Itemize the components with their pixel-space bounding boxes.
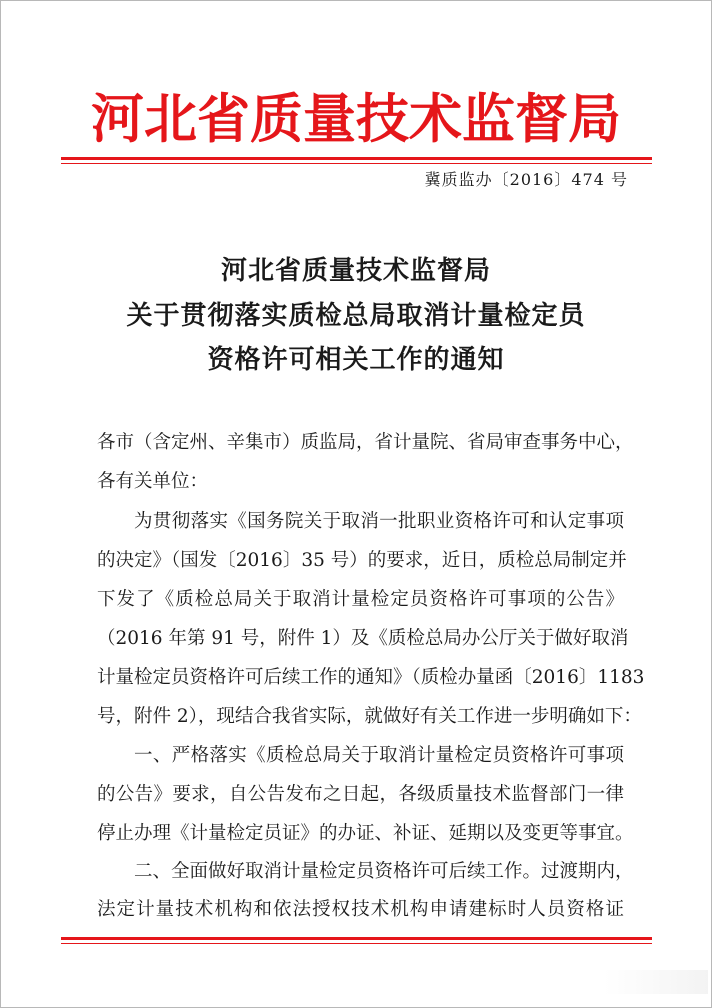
- paragraph-2-line-1: 一、严格落实《质检总局关于取消计量检定员资格许可事项: [134, 745, 624, 766]
- paragraph-1-line-6: 号，附件 2），现结合我省实际，就做好有关工作进一步明确如下：: [97, 706, 642, 727]
- footer-red-rule-thin: [61, 943, 652, 944]
- agency-masthead: 河北省质量技术监督局: [91, 88, 621, 150]
- paragraph-1-line-1: 为贯彻落实《国务院关于取消一批职业资格许可和认定事项: [134, 511, 624, 532]
- document-number: 冀质监办〔2016〕474 号: [424, 170, 628, 189]
- masthead-red-rule-thin: [61, 163, 652, 164]
- paragraph-1-line-5: 计量检定员资格许可后续工作的通知》（质检办量函〔2016〕1183: [97, 667, 645, 688]
- paragraph-3-line-2: 法定计量技术机构和依法授权技术机构申请建标时人员资格证: [97, 899, 624, 920]
- paragraph-1-line-2: 的决定》（国发〔2016〕35 号）的要求，近日，质检总局制定并: [97, 550, 627, 571]
- addressee-line-1: 各市（含定州、辛集市）质监局，省计量院、省局审查事务中心，: [97, 432, 634, 453]
- paragraph-1-line-3: 下发了《质检总局关于取消计量检定员资格许可事项的公告》: [97, 589, 624, 610]
- footer-red-rule-thick: [61, 937, 652, 940]
- paragraph-2-line-2: 的公告》要求，自公告发布之日起，各级质量技术监督部门一律: [97, 784, 624, 805]
- watermark-smudge: [604, 970, 708, 994]
- paragraph-2-line-3: 停止办理《计量检定员证》的办证、补证、延期以及变更等事宜。: [97, 823, 634, 844]
- title-line-2: 关于贯彻落实质检总局取消计量检定员: [126, 301, 586, 331]
- title-line-1: 河北省质量技术监督局: [220, 256, 491, 286]
- paragraph-3-line-1: 二、全面做好取消计量检定员资格许可后续工作。过渡期内，: [134, 861, 634, 882]
- masthead-red-rule-thick: [61, 157, 652, 160]
- title-line-3: 资格许可相关工作的通知: [207, 345, 505, 375]
- paragraph-1-line-4: （2016 年第 91 号，附件 1）及《质检总局办公厅关于做好取消: [97, 628, 629, 649]
- addressee-line-2: 各有关单位：: [97, 471, 209, 492]
